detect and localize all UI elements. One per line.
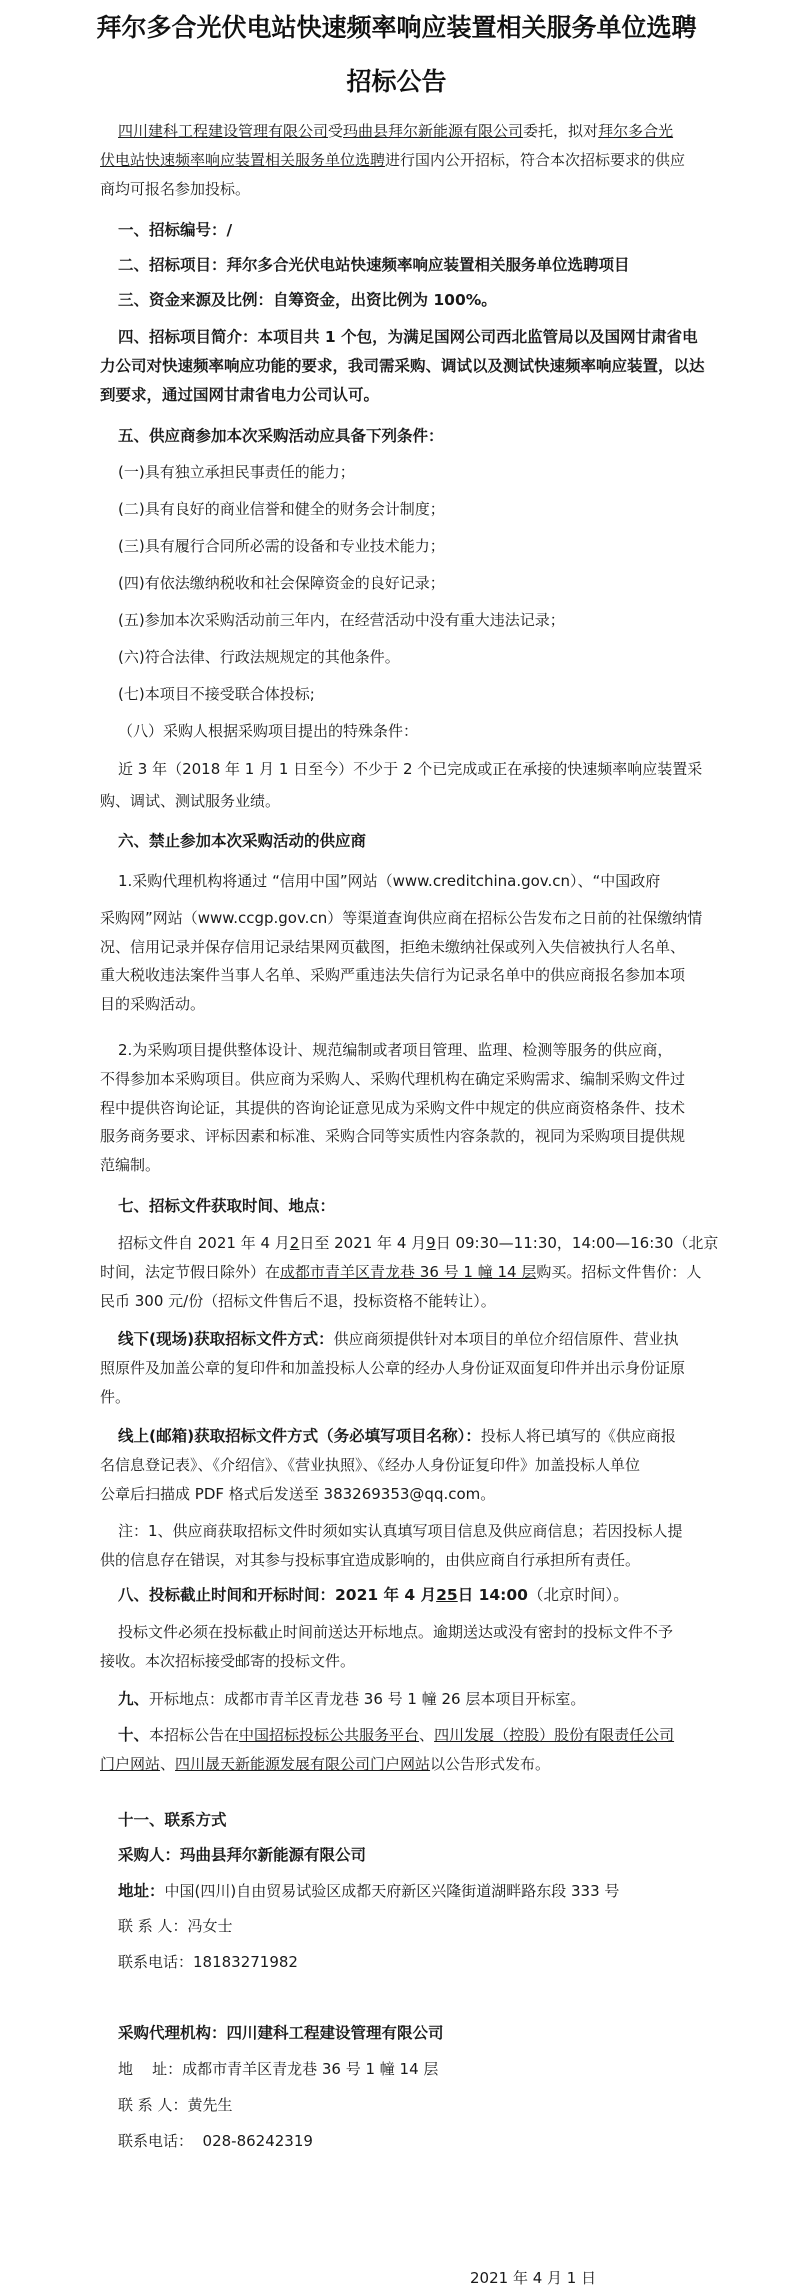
condition-item: (二)具有良好的商业信誉和健全的财务会计制度； [118,500,445,518]
online-method-line-3: 公章后扫描成 PDF 格式后发送至 383269353@qq.com。 [100,1485,496,1503]
intro-line-1: 四川建科工程建设管理有限公司受玛曲县拜尔新能源有限公司委托，拟对拜尔多合光 [118,122,674,140]
agency-address: 地 址：成都市青羊区青龙巷 36 号 1 幢 14 层 [118,2060,439,2078]
agency-name-link: 四川建科工程建设管理有限公司 [118,122,329,140]
offline-method-line-1: 线下(现场)获取招标文件方式：供应商须提供针对本项目的单位介绍信原件、营业执 [118,1330,679,1348]
project-name-part-b: 伏电站快速频率响应装置相关服务单位选聘 [100,151,386,169]
section-8-line-1: 投标文件必须在投标截止时间前送达开标地点。逾期送达或没有密封的投标文件不予 [118,1623,674,1641]
publish-site-link[interactable]: 四川发展（控股）股份有限责任公司 [434,1726,675,1744]
online-method-line-1: 线上(邮箱)获取招标文件方式（务必填写项目名称）：投标人将已填写的《供应商报 [118,1427,676,1445]
section-3-funding: 三、资金来源及比例：自筹资金，出资比例为 100%。 [118,291,497,309]
section-7-place-line: 时间，法定节假日除外）在成都市青羊区青龙巷 36 号 1 幢 14 层购买。招标文件售价：人 [100,1263,702,1281]
note-line-1: 注：1、供应商获取招标文件时须如实认真填写项目信息及供应商信息；若因投标人提 [118,1522,683,1540]
section-6-p1-line: 1.采购代理机构将通过 “信用中国”网站（www.creditchina.gov.cn）、“中国政府 [118,872,661,890]
title-line-2: 招标公告 [346,67,447,96]
section-6-p1-line: 采购网”网站（www.ccgp.gov.cn）等渠道查询供应商在招标公告发布之日前的社保缴纳情 [100,909,703,927]
buyer-phone: 联系电话：18183271982 [118,1953,298,1971]
section-6-p2-line: 服务商务要求、评标因素和标准、采购合同等实质性内容条款的，视同为采购项目提供规 [100,1127,686,1145]
title-line-1: 拜尔多合光伏电站快速频率响应装置相关服务单位选聘 [96,13,697,42]
section-6-p2-line: 范编制。 [100,1156,161,1174]
section-1-bid-number: 一、招标编号：/ [118,221,233,239]
agency-contact-title: 采购代理机构：四川建科工程建设管理有限公司 [118,2024,444,2042]
condition-item: （八）采购人根据采购项目提出的特殊条件： [118,722,419,740]
online-method-line-2: 名信息登记表》、《介绍信》、《营业执照》、《经办人身份证复印件》加盖投标人单位 [100,1456,641,1474]
section-6-p1-line: 重大税收违法案件当事人名单、采购严重违法失信行为记录名单中的供应商报名参加本项 [100,966,686,984]
section-8-line-2: 接收。本次招标接受邮寄的投标文件。 [100,1652,356,1670]
section-6-p1-line: 目的采购活动。 [100,995,206,1013]
section-7-time-line: 招标文件自 2021 年 4 月2日至 2021 年 4 月9日 09:30—11:30，14:00—16:30（北京 [118,1234,719,1252]
section-10-line-2: 门户网站、四川晟天新能源发展有限公司门户网站以公告形式发布。 [100,1755,551,1773]
section-5-heading: 五、供应商参加本次采购活动应具备下列条件： [118,427,444,445]
section-11-heading: 十一、联系方式 [118,1811,227,1829]
section-4-line-1: 四、招标项目简介：本项目共 1 个包，为满足国网公司西北监管局以及国网甘肃省电 [118,328,698,346]
publish-site-link[interactable]: 四川晟天新能源发展有限公司门户网站 [175,1755,431,1773]
agency-contact-person: 联 系 人：黄先生 [118,2096,233,2114]
intro-line-2: 伏电站快速频率响应装置相关服务单位选聘进行国内公开招标，符合本次招标要求的供应 [100,151,686,169]
publish-site-link[interactable]: 中国招标投标公共服务平台 [239,1726,420,1744]
intro-line-3: 商均可报名参加投标。 [100,180,251,198]
buyer-contact-person: 联 系 人：冯女士 [118,1917,233,1935]
section-6-p1-line: 况、信用记录并保存信用记录结果网页截图，拒绝未缴纳社保或列入失信被执行人名单、 [100,938,686,956]
announcement-date: 2021 年 4 月 1 日 [470,2269,597,2287]
section-7-heading: 七、招标文件获取时间、地点： [118,1197,336,1215]
special-condition-line-2: 购、调试、测试服务业绩。 [100,792,281,810]
offline-method-line-2: 照原件及加盖公章的复印件和加盖投标人公章的经办人身份证双面复印件并出示身份证原 [100,1359,686,1377]
section-6-heading: 六、禁止参加本次采购活动的供应商 [118,832,367,850]
note-line-2: 供的信息存在错误，对其参与投标事宜造成影响的，由供应商自行承担所有责任。 [100,1551,641,1569]
agency-phone: 联系电话： 028-86242319 [118,2132,313,2150]
project-name-part-a: 拜尔多合光 [598,122,674,140]
section-6-p2-line: 2.为采购项目提供整体设计、规范编制或者项目管理、监理、检测等服务的供应商， [118,1041,673,1059]
condition-item: (六)符合法律、行政法规规定的其他条件。 [118,648,400,666]
condition-item: (七)本项目不接受联合体投标; [118,685,315,703]
section-7-price-line: 民币 300 元/份（招标文件售后不退，投标资格不能转让）。 [100,1292,496,1310]
section-9-opening-place: 九、开标地点：成都市青羊区青龙巷 36 号 1 幢 26 层本项目开标室。 [118,1690,586,1708]
condition-item: (五)参加本次采购活动前三年内，在经营活动中没有重大违法记录； [118,611,565,629]
buyer-address: 地址：中国(四川)自由贸易试验区成都天府新区兴隆街道湖畔路东段 333 号 [118,1882,620,1900]
buyer-contact-title: 采购人：玛曲县拜尔新能源有限公司 [118,1846,367,1864]
condition-item: (三)具有履行合同所必需的设备和专业技术能力； [118,537,445,555]
section-4-line-3: 到要求，通过国网甘肃省电力公司认可。 [100,386,380,404]
section-8-heading: 八、投标截止时间和开标时间：2021 年 4 月25日 14:00（北京时间）。 [118,1586,629,1604]
condition-item: (一)具有独立承担民事责任的能力； [118,463,355,481]
section-2-project: 二、招标项目：拜尔多合光伏电站快速频率响应装置相关服务单位选聘项目 [118,256,630,274]
special-condition-line-1: 近 3 年（2018 年 1 月 1 日至今）不少于 2 个已完成或正在承接的快速频率响应装置采 [118,760,703,778]
section-6-p2-line: 程中提供咨询论证，其提供的咨询论证意见成为采购文件中规定的供应商资格条件、技术 [100,1099,686,1117]
offline-method-line-3: 件。 [100,1388,131,1406]
publish-site-link[interactable]: 门户网站 [100,1755,161,1773]
buyer-name-link: 玛曲县拜尔新能源有限公司 [343,122,524,140]
section-6-p2-line: 不得参加本采购项目。供应商为采购人、采购代理机构在确定采购需求、编制采购文件过 [100,1070,686,1088]
purchase-address: 成都市青羊区青龙巷 36 号 1 幢 14 层 [280,1263,537,1281]
condition-item: (四)有依法缴纳税收和社会保障资金的良好记录； [118,574,445,592]
section-10-line-1: 十、本招标公告在中国招标投标公共服务平台、四川发展（控股）股份有限责任公司 [118,1726,675,1744]
section-4-line-2: 力公司对快速频率响应功能的要求，我司需采购、调试以及测试快速频率响应装置，以达 [100,357,705,375]
